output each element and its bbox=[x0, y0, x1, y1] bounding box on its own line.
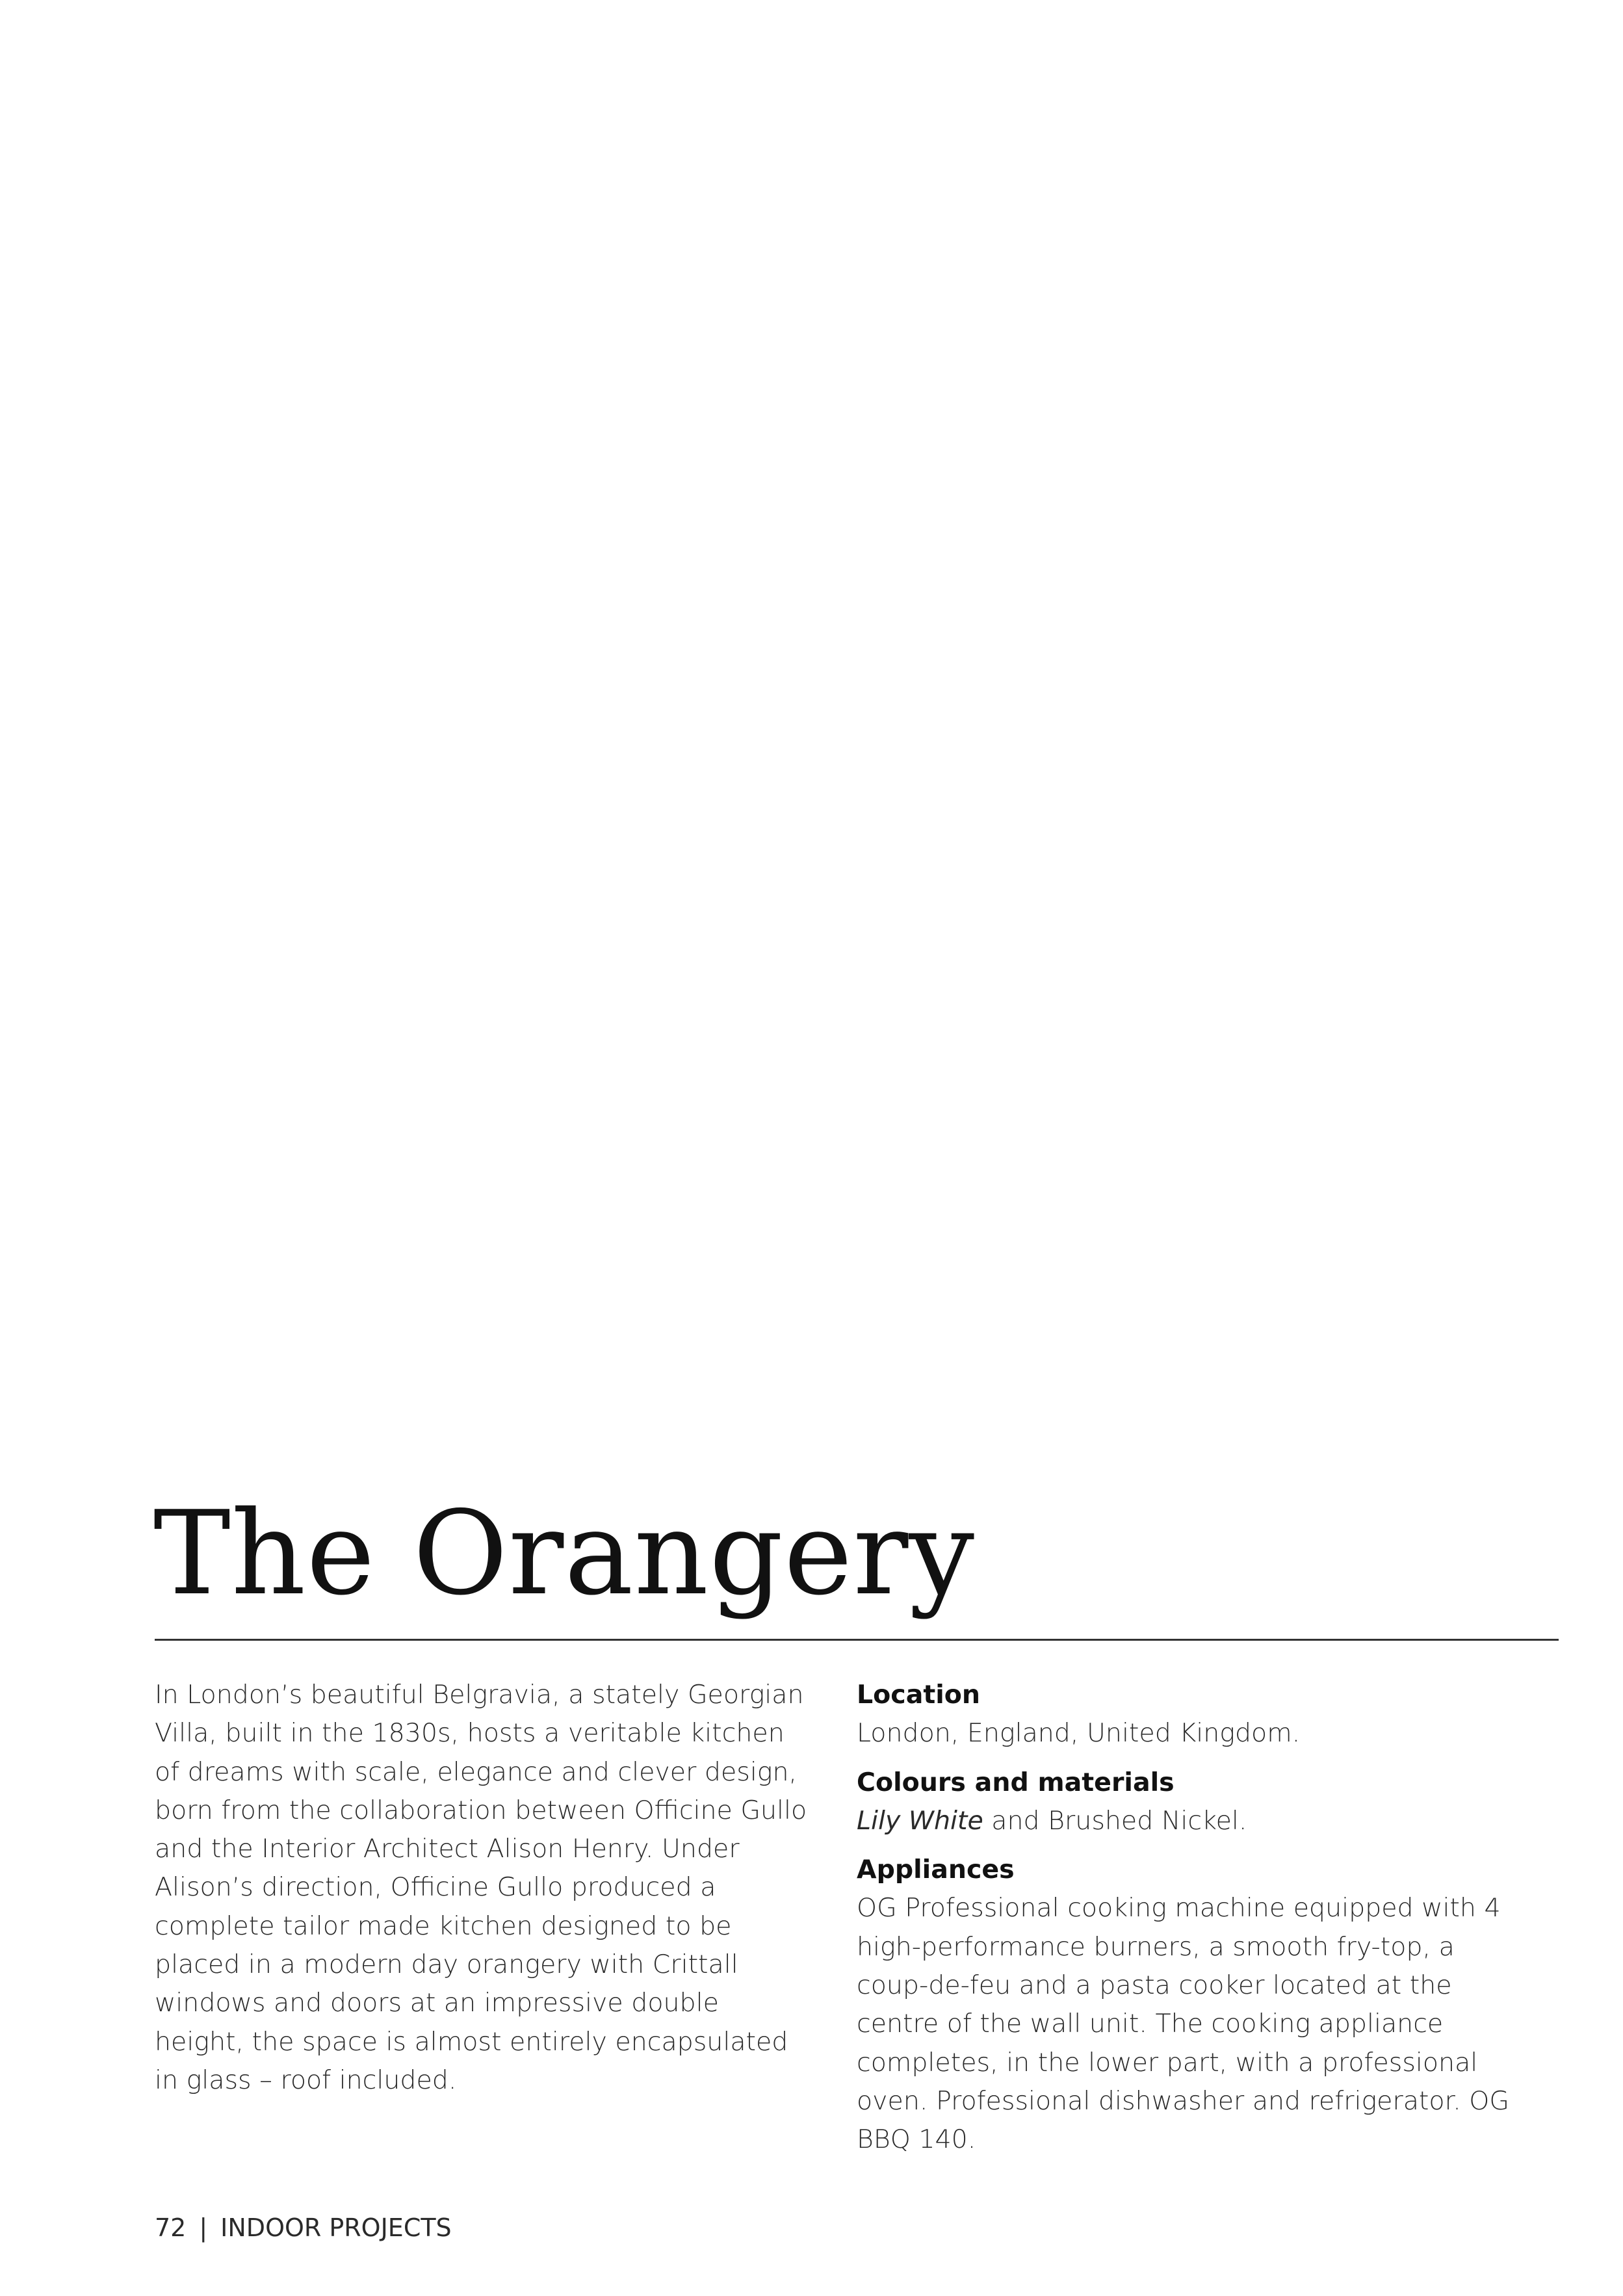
spec-colours-finish-rest: and Brushed Nickel. bbox=[983, 1805, 1247, 1836]
page-number: 72 bbox=[155, 2213, 187, 2242]
spec-colours-finish-name: Lily White bbox=[857, 1805, 983, 1836]
spec-colours-label: Colours and materials bbox=[857, 1767, 1175, 1797]
footer-separator: | bbox=[199, 2213, 208, 2242]
spec-location-label: Location bbox=[857, 1680, 981, 1710]
spec-appliances bbox=[857, 1851, 1533, 2159]
spec-appliances-value: OG Professional cooking machine equipped with 4 high-performance burners, a smooth fry-top, a coup-de-feu and a pasta cooker located at the centre of the wall unit. The cooking appliance completes, in the lower part, with a professional oven. Professional dishwasher and refrigerator. OG BBQ 140. bbox=[857, 1893, 1510, 2155]
title-divider bbox=[155, 1639, 1559, 1641]
spec-location bbox=[857, 1676, 1533, 1753]
spec-appliances-label: Appliances bbox=[857, 1855, 1015, 1885]
spec-colours-value bbox=[857, 1802, 1533, 1840]
intro-paragraph: In London’s beautiful Belgravia, a stately Georgian Villa, built in the 1830s, hosts a veritable kitchen of dreams with scale, elegance and clever design, born from the collaboration between Officine Gullo and the Interior Architect Alison Henry. Under Alison’s direction, Officine Gullo produced a complete tailor made kitchen designed to be placed in a modern day orangery with Crittall windows and doors at an impressive double height, the space is almost entirely encapsulated in glass – roof included. bbox=[155, 1680, 807, 2095]
spec-location-value: London, England, United Kingdom. bbox=[857, 1718, 1301, 1749]
project-specs bbox=[857, 1676, 1533, 2159]
spec-colours bbox=[857, 1764, 1533, 1841]
page-title: The Orangery bbox=[153, 1486, 975, 1621]
page-footer bbox=[155, 2211, 452, 2244]
section-name: INDOOR PROJECTS bbox=[220, 2213, 452, 2242]
